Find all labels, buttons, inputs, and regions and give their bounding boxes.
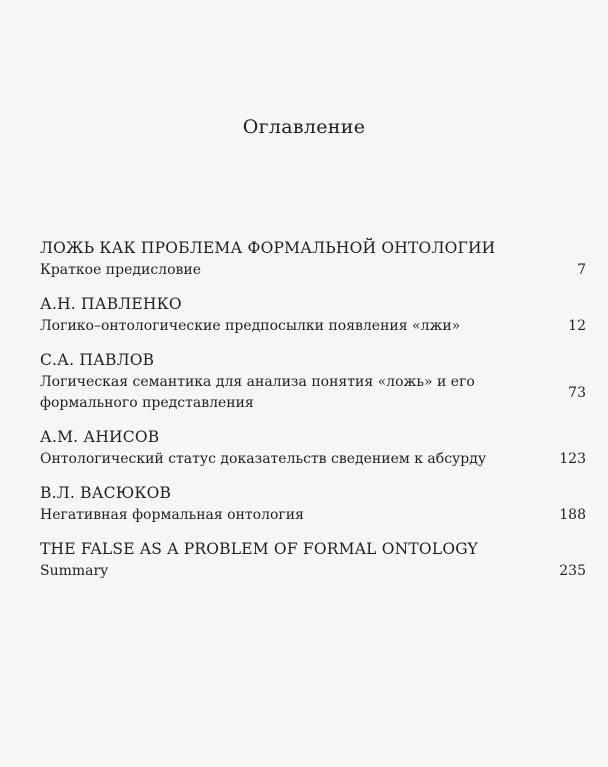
entry-title bbox=[40, 561, 108, 582]
entry-row bbox=[40, 561, 586, 582]
entry-page-number: 235 bbox=[559, 563, 586, 579]
entry-author: С.А. ПАВЛОВ bbox=[40, 351, 155, 369]
entry-row bbox=[40, 372, 586, 414]
entry-title bbox=[40, 260, 201, 281]
entry-title-line: Логическая семантика для анализа понятия «ложь» и его bbox=[40, 374, 475, 390]
entry-page-number: 7 bbox=[577, 262, 586, 278]
entry-title bbox=[40, 316, 460, 337]
toc-heading: Оглавление bbox=[242, 116, 366, 138]
entry-page-number: 73 bbox=[568, 384, 586, 401]
entry-title-line: Логико–онтологические предпосылки появления «лжи» bbox=[40, 318, 461, 334]
entry-row bbox=[40, 316, 586, 337]
entry-title bbox=[40, 505, 304, 526]
toc-entry bbox=[40, 537, 586, 582]
toc-entry bbox=[40, 481, 586, 526]
entry-row bbox=[40, 505, 586, 526]
entry-title-line: формального представления bbox=[40, 395, 254, 411]
entry-title bbox=[40, 372, 475, 414]
entry-row bbox=[40, 449, 586, 470]
entry-page-number: 188 bbox=[559, 507, 586, 523]
toc-entry bbox=[40, 348, 586, 414]
toc-entry bbox=[40, 236, 586, 281]
entry-author: А.Н. ПАВЛЕНКО bbox=[40, 295, 182, 313]
entry-page-number: 12 bbox=[568, 318, 586, 334]
entry-title-line: Summary bbox=[40, 563, 109, 579]
entry-heading: ЛОЖЬ КАК ПРОБЛЕМА ФОРМАЛЬНОЙ ОНТОЛОГИИ bbox=[40, 239, 496, 257]
toc-entry bbox=[40, 425, 586, 470]
entry-title bbox=[40, 449, 486, 470]
entry-title-line: Негативная формальная онтология bbox=[40, 507, 304, 523]
entry-author: В.Л. ВАСЮКОВ bbox=[40, 484, 172, 502]
entry-heading: THE FALSE AS A PROBLEM OF FORMAL ONTOLOGY bbox=[40, 540, 478, 558]
entry-title-line: Краткое предисловие bbox=[40, 262, 201, 278]
entry-author: А.М. АНИСОВ bbox=[40, 428, 160, 446]
entry-row bbox=[40, 260, 586, 281]
table-of-contents bbox=[40, 236, 586, 593]
entry-title-line: Онтологический статус доказательств сведением к абсурду bbox=[40, 451, 487, 467]
entry-page-number: 123 bbox=[559, 451, 586, 467]
toc-entry bbox=[40, 292, 586, 337]
